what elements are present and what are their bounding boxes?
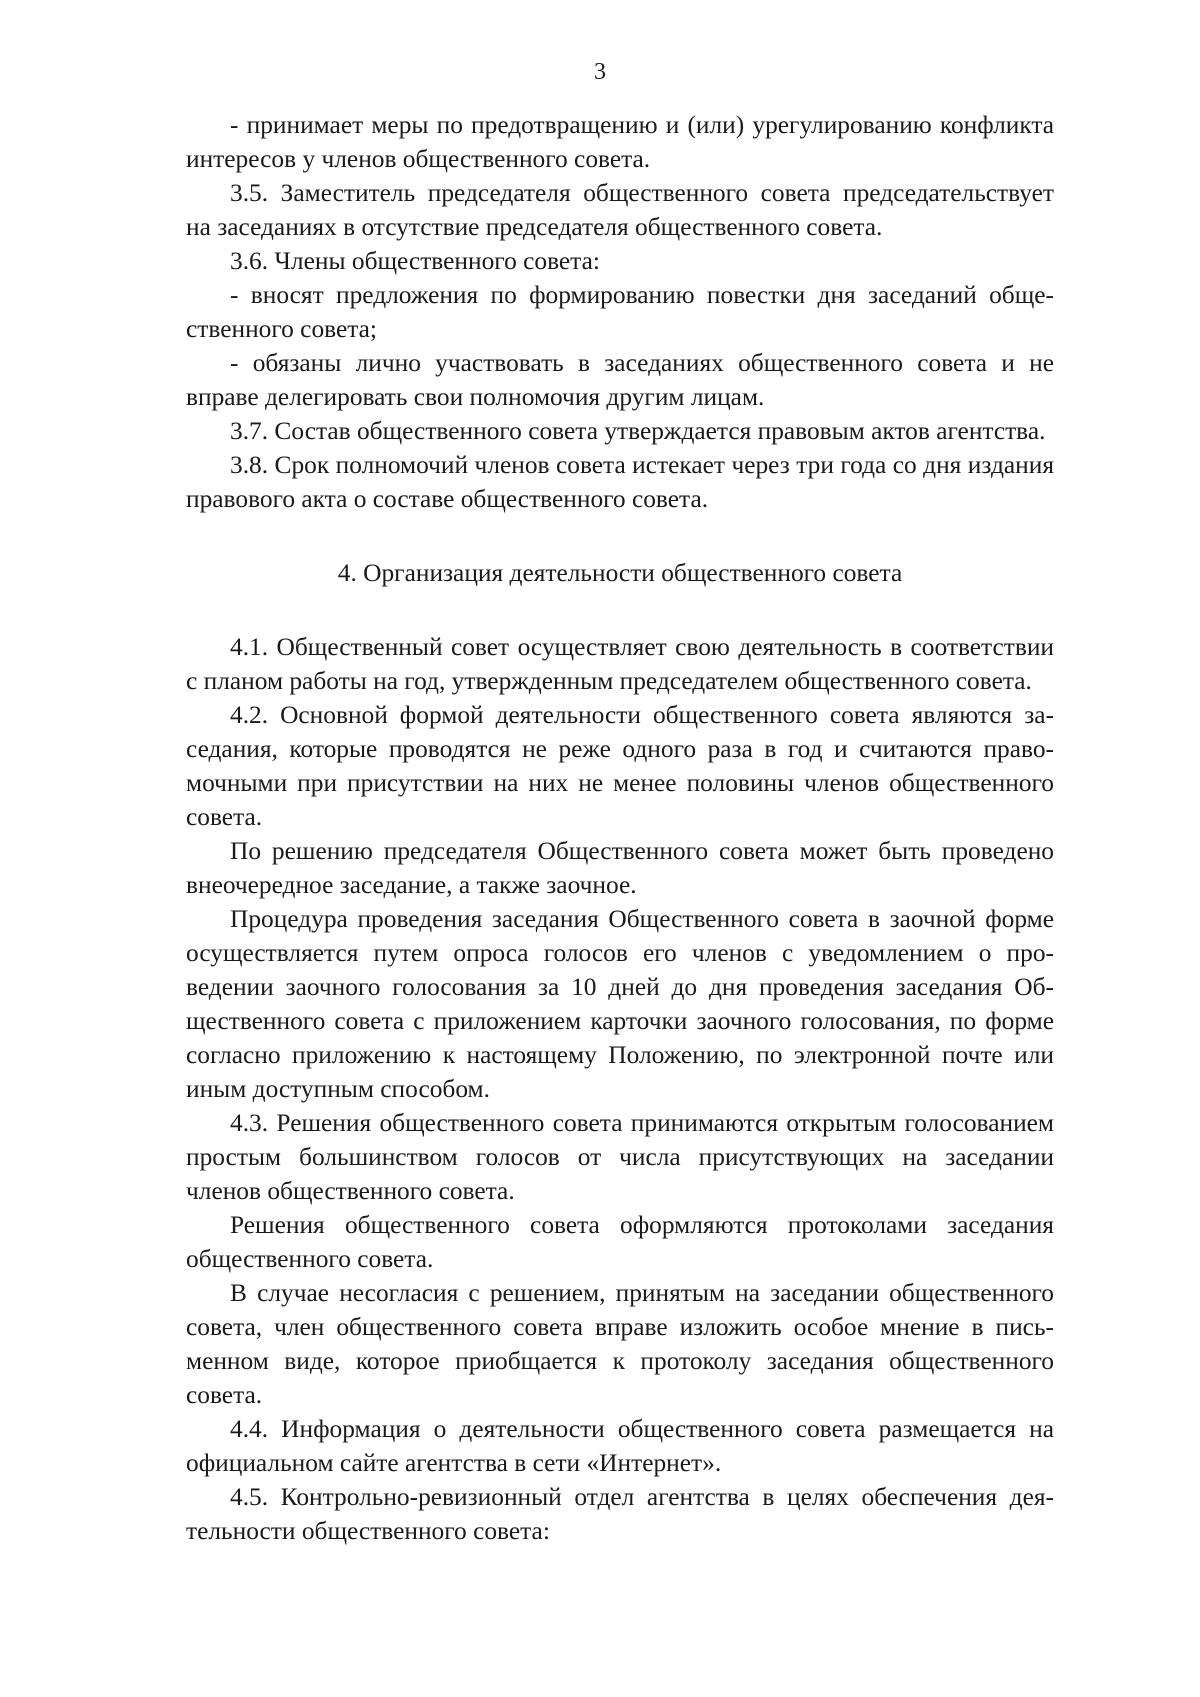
document-body bbox=[186, 108, 1054, 1548]
paragraph-4-3: 4.3. Решения общественного совета принимаются открытым голосованием простым большинством голосов от числа присутствующих на заседании членов общественного совета. bbox=[186, 1109, 1054, 1205]
paragraph-conflict-of-interest: - принимает меры по предотвращению и (или) урегулированию конфликта интересов у членов общественного совета. bbox=[186, 111, 1054, 173]
paragraph-4-5: 4.5. Контрольно-ревизионный отдел агентства в целях обеспечения деятельности общественного совета: bbox=[186, 1483, 1054, 1545]
paragraph-protocols: Решения общественного совета оформляются протоколами заседания общественного совета. bbox=[186, 1211, 1054, 1273]
paragraph-4-2: 4.2. Основной формой деятельности общественного совета являются заседания, которые проводятся не реже одного раза в год и считаются правомочными при присутствии на них не менее половины членов общественного совета. bbox=[186, 701, 1054, 831]
paragraph-3-5: 3.5. Заместитель председателя общественного совета председательствует на заседаниях в отсутствие председателя общественного совета. bbox=[186, 179, 1054, 241]
paragraph-4-4: 4.4. Информация о деятельности общественного совета размещается на официальном сайте агентства в сети «Интернет». bbox=[186, 1415, 1054, 1477]
paragraph-3-6-item-2: - обязаны лично участвовать в заседаниях общественного совета и не вправе делегировать свои полномочия другим лицам. bbox=[186, 349, 1054, 411]
paragraph-3-6: 3.6. Члены общественного совета: bbox=[230, 247, 600, 275]
paragraph-4-1: 4.1. Общественный совет осуществляет свою деятельность в соответствии с планом работы на год, утвержденным председателем общественного совета. bbox=[186, 633, 1054, 695]
paragraph-dissenting-opinion: В случае несогласия с решением, принятым на заседании общественного совета, член общественного совета вправе изложить особое мнение в письменном виде, которое приобщается к протоколу заседания общественного совета. bbox=[186, 1279, 1054, 1409]
paragraph-3-6-item-1: - вносят предложения по формированию повестки дня заседаний общественного совета; bbox=[186, 281, 1054, 343]
paragraph-extraordinary-meeting: По решению председателя Общественного совета может быть проведено внеочередное заседание, а также заочное. bbox=[186, 837, 1054, 899]
paragraph-3-8: 3.8. Срок полномочий членов совета истекает через три года со дня издания правового акта о составе общественного совета. bbox=[186, 451, 1054, 513]
page-number: 3 bbox=[594, 59, 606, 85]
paragraph-3-7: 3.7. Состав общественного совета утверждается правовым актов агентства. bbox=[230, 417, 1046, 445]
section-heading: 4. Организация деятельности общественного совета bbox=[337, 559, 903, 587]
paragraph-absentee-procedure: Процедура проведения заседания Общественного совета в заочной форме осуществляется путем опроса голосов его членов с уведомлением о проведении заочного голосования за 10 дней до дня проведения заседания Общественного совета с приложением карточки заочного голосования, по форме согласно приложению к настоящему Положению, по электронной почте или иным доступным способом. bbox=[186, 905, 1054, 1103]
